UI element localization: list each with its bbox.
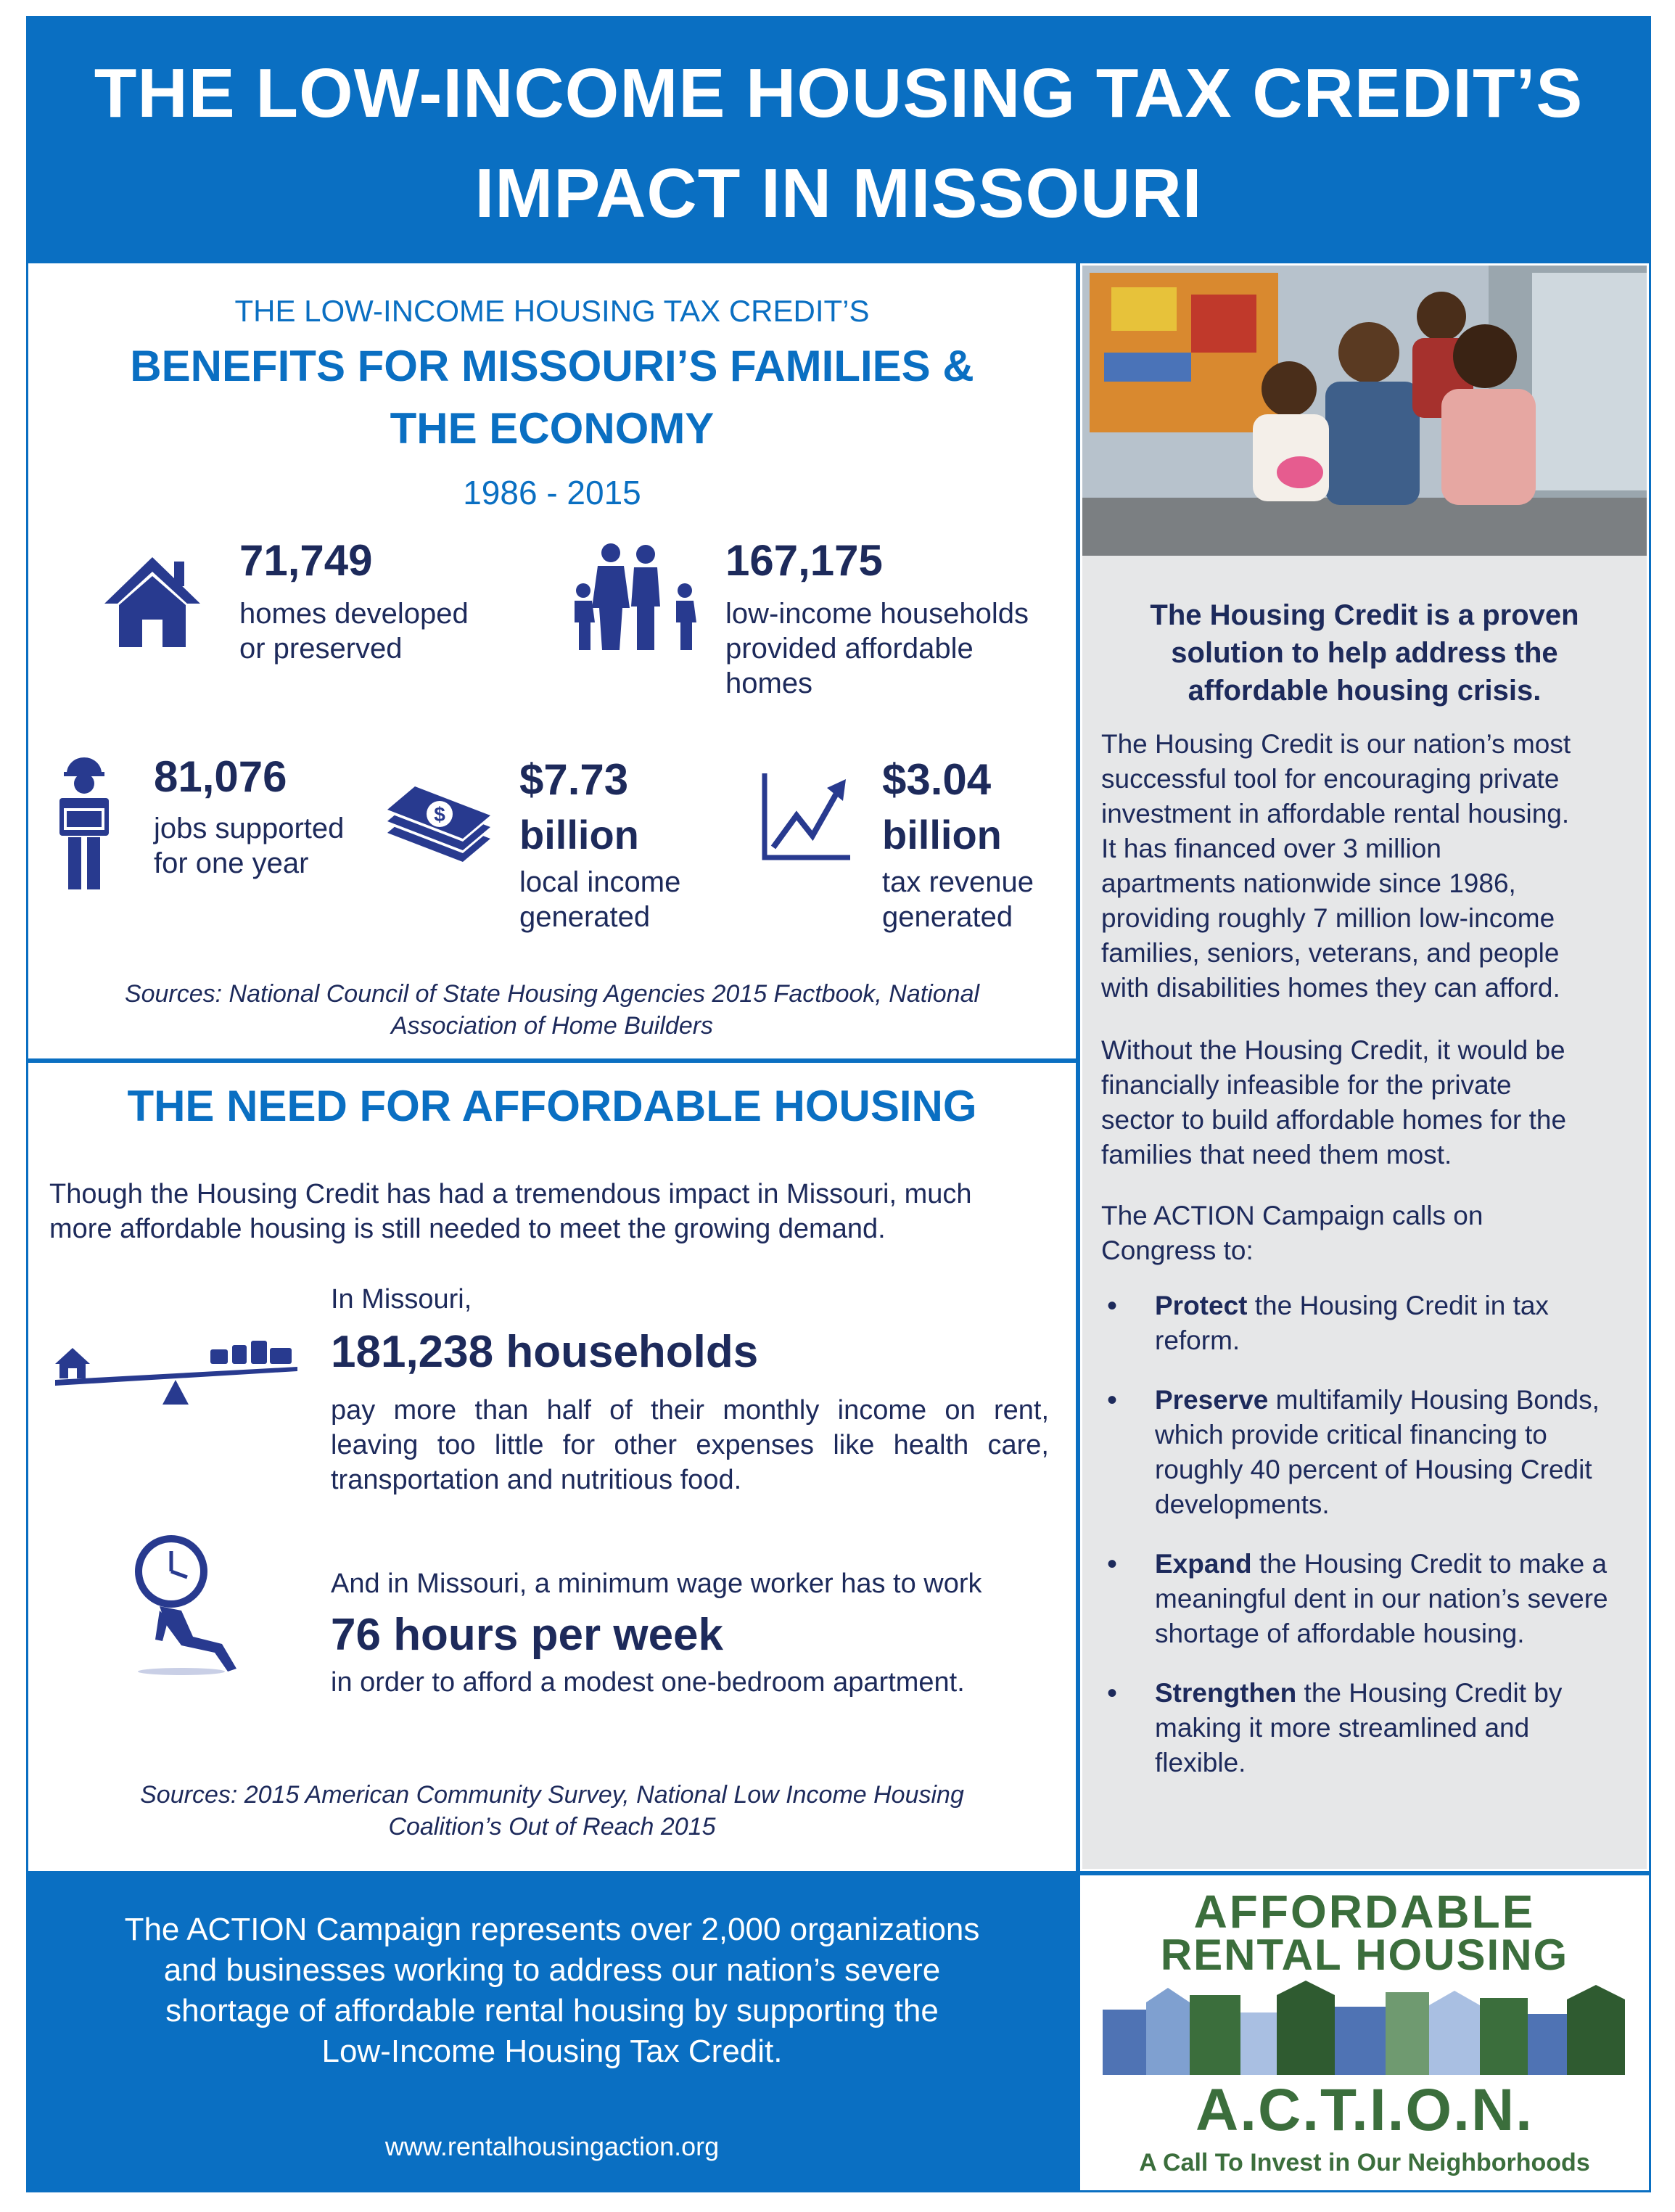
need-item2-headline: 76 hours per week (331, 1610, 724, 1660)
need-item1-lead: In Missouri, (331, 1284, 472, 1315)
stat-income-unit: billion (519, 812, 639, 858)
benefits-title-line1: BENEFITS FOR MISSOURI’S FAMILIES & (130, 342, 974, 390)
need-intro: Though the Housing Credit has had a tremendous impact in Missouri, much more affordable housing is still needed to meet the growing demand. (49, 1179, 972, 1244)
logo-action: A.C.T.I.O.N. (1195, 2077, 1534, 2143)
right-heading: The Housing Credit is a proven solution to help address the affordable housing crisis. (1150, 599, 1579, 707)
family-photo (1082, 266, 1647, 556)
page-header (26, 16, 1651, 261)
chart-up-icon (760, 769, 855, 863)
footer-url[interactable]: www.rentalhousingaction.org (384, 2131, 720, 2161)
bullet-preserve: • Preserve multifamily Housing Bonds, which provide critical financing to roughly 40 percent of Housing Credit developments. (1101, 1383, 1623, 1522)
need-title: THE NEED FOR AFFORDABLE HOUSING (127, 1082, 977, 1130)
stat-tax-label: tax revenue generated (882, 866, 1034, 933)
benefits-sources: Sources: National Council of State Housing Agencies 2015 Factbook, National Association of Home Builders (124, 980, 980, 1040)
stat-tax-value: $3.04 (882, 755, 992, 804)
header-title-line2: IMPACT IN MISSOURI (474, 155, 1203, 232)
seesaw-icon (51, 1335, 305, 1415)
logo-houses-graphic (1103, 1981, 1625, 2075)
worker-icon (55, 755, 113, 892)
bullet-protect: • Protect the Housing Credit in tax reform. (1101, 1288, 1623, 1358)
right-paragraph-2: Without the Housing Credit, it would be financially infeasible for the private sector to build affordable homes for the families that need them most. (1101, 1035, 1567, 1169)
bullet-strengthen: • Strengthen the Housing Credit by making it more streamlined and flexible. (1101, 1676, 1623, 1780)
stat-jobs-value: 81,076 (154, 752, 287, 801)
benefits-kicker: THE LOW-INCOME HOUSING TAX CREDIT’S (234, 294, 870, 328)
bullet-expand: • Expand the Housing Credit to make a meaningful dent in our nation’s severe shortage of affordable housing. (1101, 1547, 1623, 1651)
logo-line1: AFFORDABLE (1193, 1886, 1536, 1938)
house-icon (102, 551, 203, 653)
money-icon (377, 769, 501, 871)
stat-income-label: local income generated (519, 866, 681, 933)
right-paragraph-3: The ACTION Campaign calls on Congress to: (1101, 1201, 1483, 1265)
right-paragraph-1: The Housing Credit is our nation’s most successful tool for encouraging private investment in affordable rental housing. It has financed over 3 million apartments nationwide since 1986, providing roughly 7 million low-income families, seniors, veterans, and people with disabilities homes they can afford. (1101, 729, 1571, 1003)
stat-homes-value: 71,749 (239, 536, 373, 585)
stat-households-label: low-income households provided affordable homes (725, 598, 1029, 699)
stat-income-value: $7.73 (519, 755, 629, 804)
footer-text: The ACTION Campaign represents over 2,000 organizations and businesses working to address our nation’s severe shortage of affordable rental housing by supporting the Low-Income Housing Tax Credit. (124, 1912, 980, 2069)
need-item2-lead: And in Missouri, a minimum wage worker has to work (331, 1568, 982, 1599)
clock-burden-icon (131, 1531, 247, 1676)
family-icon (566, 543, 704, 651)
svg-text:$: $ (434, 803, 445, 826)
logo-line2: RENTAL HOUSING (1160, 1931, 1569, 1979)
stat-households-value: 167,175 (725, 536, 883, 585)
need-item2-body: in order to afford a modest one-bedroom apartment. (331, 1667, 965, 1698)
campaign-bullets (1101, 1288, 1623, 1805)
footer-banner (26, 1873, 1078, 2192)
benefits-title-line2: THE ECONOMY (390, 404, 715, 453)
stat-jobs-label: jobs supported for one year (154, 813, 345, 879)
need-item1-body: pay more than half of their monthly income on rent, leaving too little for other expenses like health care, transportation and nutritious food. (331, 1395, 1049, 1495)
stat-tax-unit: billion (882, 812, 1002, 858)
benefits-years: 1986 - 2015 (463, 474, 641, 511)
stat-homes-label: homes developed or preserved (239, 598, 469, 665)
header-title-line1: THE LOW-INCOME HOUSING TAX CREDIT’S (94, 54, 1584, 132)
need-sources: Sources: 2015 American Community Survey, National Low Income Housing Coalition’s Out of Reach 2015 (140, 1781, 964, 1841)
logo-tagline: A Call To Invest in Our Neighborhoods (1139, 2149, 1590, 2176)
need-item1-headline: 181,238 households (331, 1327, 759, 1377)
